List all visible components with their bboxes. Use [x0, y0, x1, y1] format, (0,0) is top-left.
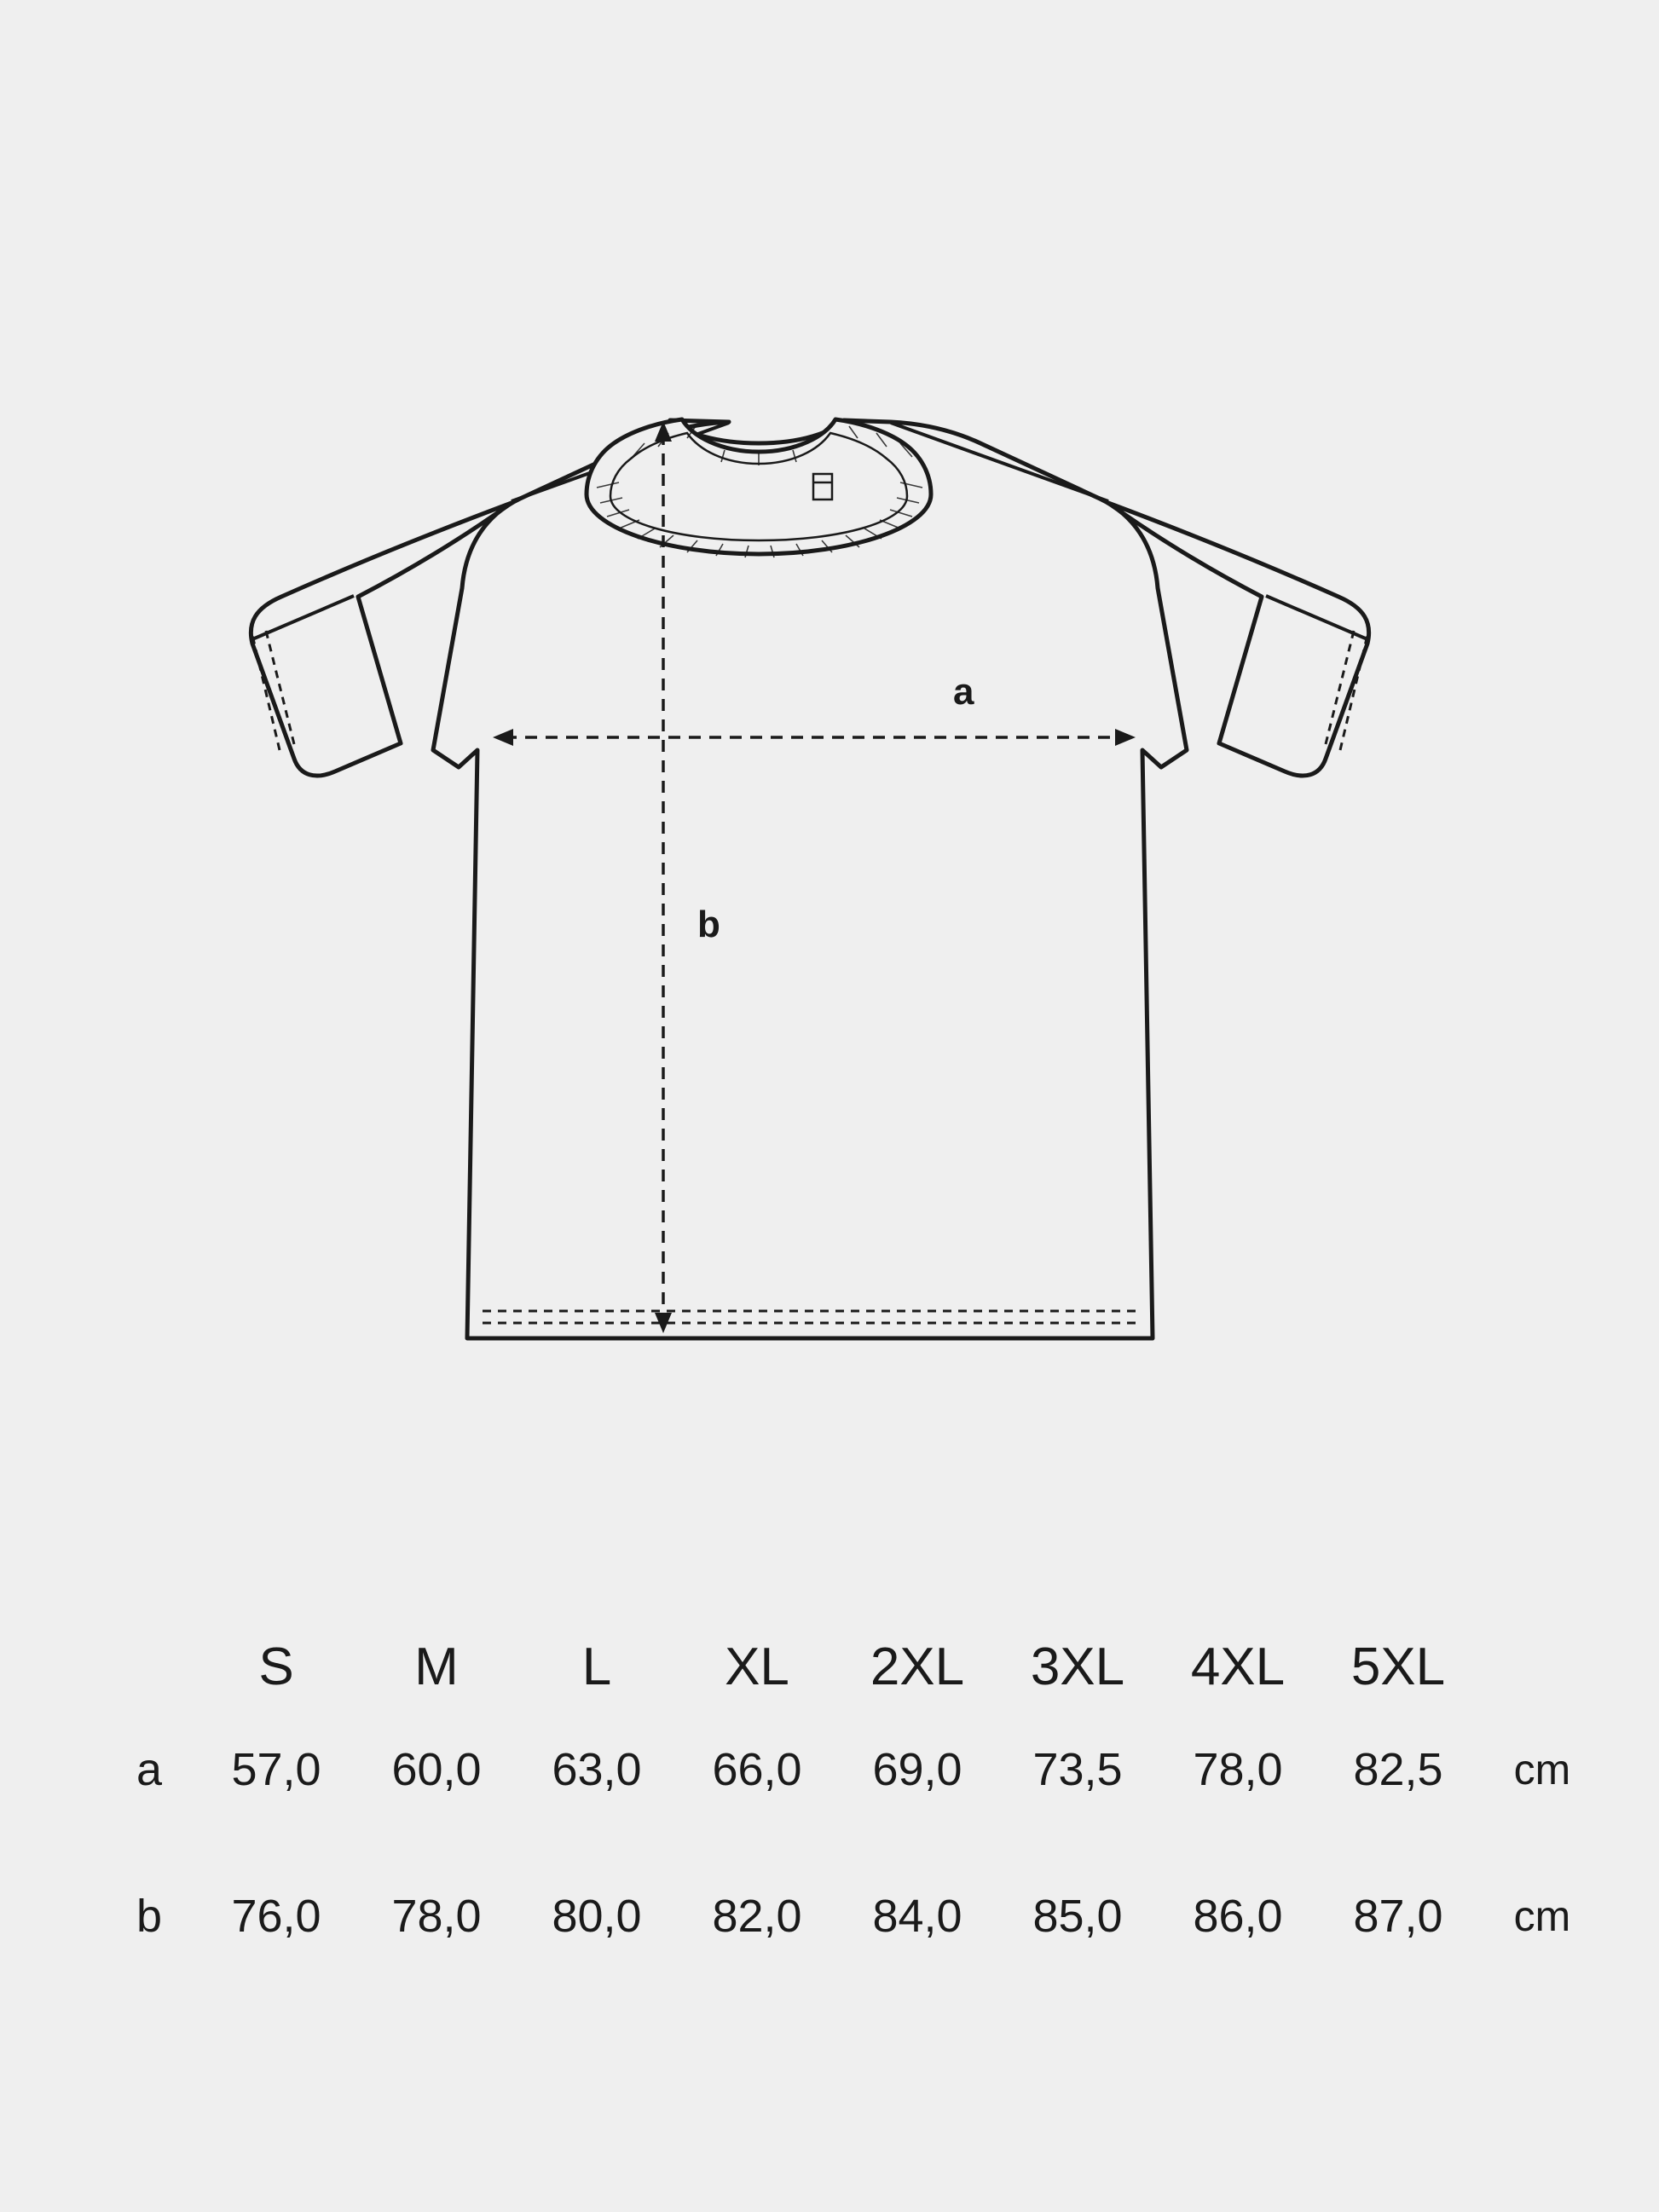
tshirt-collar [587, 419, 931, 557]
cell-a-4xl: 78,0 [1193, 1744, 1283, 1795]
row-key-b: b [136, 1891, 163, 1942]
cell-b-l: 80,0 [552, 1891, 642, 1942]
size-header-2xl: 2XL [870, 1637, 965, 1696]
table-corner-cell [102, 1620, 196, 1713]
size-table-container [0, 1620, 1659, 1972]
cell-a-s: 57,0 [231, 1744, 321, 1795]
unit-header-cell [1478, 1620, 1606, 1713]
cell-b-2xl: 84,0 [872, 1891, 962, 1942]
row-key-a: a [136, 1744, 163, 1795]
tshirt-body-outline [433, 420, 1187, 1338]
cell-a-3xl: 73,5 [1032, 1744, 1123, 1795]
length-dimension-label: b [697, 904, 720, 945]
table-spacer-row [102, 1826, 1606, 1860]
size-header-5xl: 5XL [1350, 1637, 1446, 1696]
size-table [102, 1620, 1606, 1972]
cell-a-m: 60,0 [391, 1744, 482, 1795]
size-header-m: M [414, 1637, 459, 1696]
cell-a-l: 63,0 [552, 1744, 642, 1795]
table-row [102, 1860, 1606, 1972]
cell-b-4xl: 86,0 [1193, 1891, 1283, 1942]
cell-b-s: 76,0 [231, 1891, 321, 1942]
table-spacer-cell [102, 1826, 1606, 1860]
table-header-row [102, 1620, 1606, 1713]
size-header-xl: XL [725, 1637, 789, 1696]
cell-b-m: 78,0 [391, 1891, 482, 1942]
cell-a-2xl: 69,0 [872, 1744, 962, 1795]
cell-b-xl: 82,0 [712, 1891, 802, 1942]
table-row [102, 1713, 1606, 1826]
cell-b-5xl: 87,0 [1353, 1891, 1443, 1942]
width-dimension-label: a [953, 671, 974, 713]
unit-a: cm [1513, 1746, 1571, 1793]
cell-a-xl: 66,0 [712, 1744, 802, 1795]
cell-a-5xl: 82,5 [1353, 1744, 1443, 1795]
size-header-4xl: 4XL [1190, 1637, 1286, 1696]
size-header-s: S [258, 1637, 294, 1696]
unit-b: cm [1513, 1892, 1571, 1940]
cell-b-3xl: 85,0 [1032, 1891, 1123, 1942]
size-header-l: L [581, 1637, 612, 1696]
size-header-3xl: 3XL [1030, 1637, 1125, 1696]
